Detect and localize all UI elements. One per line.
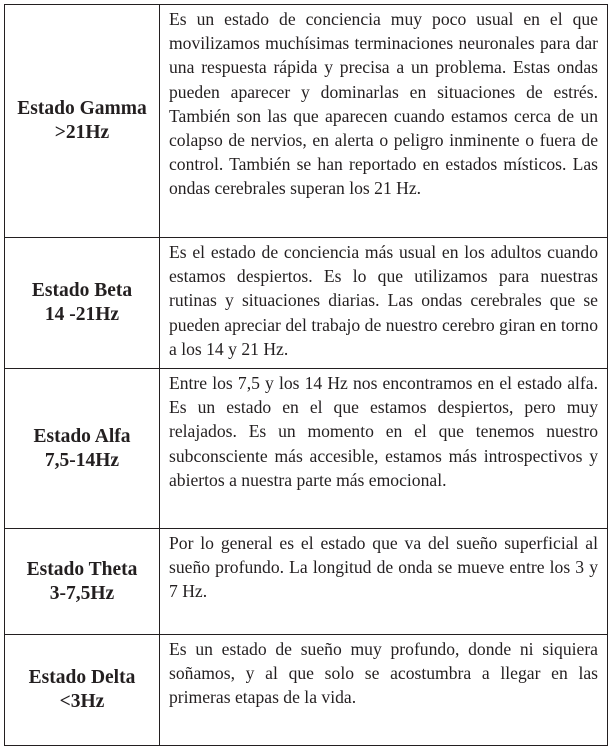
brainwave-states-table (4, 4, 608, 746)
state-label-cell (5, 369, 160, 529)
state-description: Entre los 7,5 y los 14 Hz nos encontramos en el estado alfa. Es un estado en el que estamos despiertos, pero muy relajados. Es un momento en el que tenemos nuestro subconsciente más accesible, estamos más introspectivos y abiertos a nuestra parte más emocional. (160, 369, 608, 529)
state-description: Por lo general es el estado que va del sueño superficial al sueño profundo. La longitud de onda se mueve entre los 3 y 7 Hz. (160, 529, 608, 635)
state-description: Es el estado de conciencia más usual en los adultos cuando estamos despiertos. Es lo que utilizamos para nuestras rutinas y situaciones diarias. Las ondas cerebrales que se pueden apreciar del trabajo de nuestro cerebro giran en torno a los 14 y 21 Hz. (160, 238, 608, 369)
state-range: >21Hz (54, 122, 110, 143)
table-row-gamma (5, 5, 608, 238)
state-range: 3-7,5Hz (49, 582, 115, 604)
state-label-cell (5, 529, 160, 635)
table-row-theta (5, 529, 608, 635)
state-range: 14 -21Hz (44, 304, 120, 325)
state-name: Estado Beta (31, 280, 133, 301)
state-label-cell (5, 5, 160, 238)
table-row-delta (5, 635, 608, 746)
state-name: Estado Theta (26, 558, 138, 580)
table-row-alfa (5, 369, 608, 529)
state-label-cell (5, 635, 160, 746)
state-name: Estado Gamma (17, 98, 147, 119)
state-name: Estado Delta (28, 667, 136, 688)
state-description: Es un estado de sueño muy profundo, donde ni siquiera soñamos, y al que solo se acostumbra a llegar en las primeras etapas de la vida. (160, 635, 608, 746)
state-label-cell (5, 238, 160, 369)
state-range: <3Hz (59, 691, 105, 712)
table-row-beta (5, 238, 608, 369)
state-name: Estado Alfa (33, 425, 131, 447)
state-range: 7,5-14Hz (44, 449, 120, 471)
state-description: Es un estado de conciencia muy poco usual en el que movilizamos muchísimas terminaciones neuronales para dar una respuesta rápida y precisa a un problema. Estas ondas pueden aparecer y dominarlas en situaciones de estrés. También son las que aparecen cuando estamos cerca de un colapso de nervios, en alerta o peligro inminente o fuera de control. También se han reportado en estados místicos. Las ondas cerebrales superan los 21 Hz. (160, 5, 608, 238)
